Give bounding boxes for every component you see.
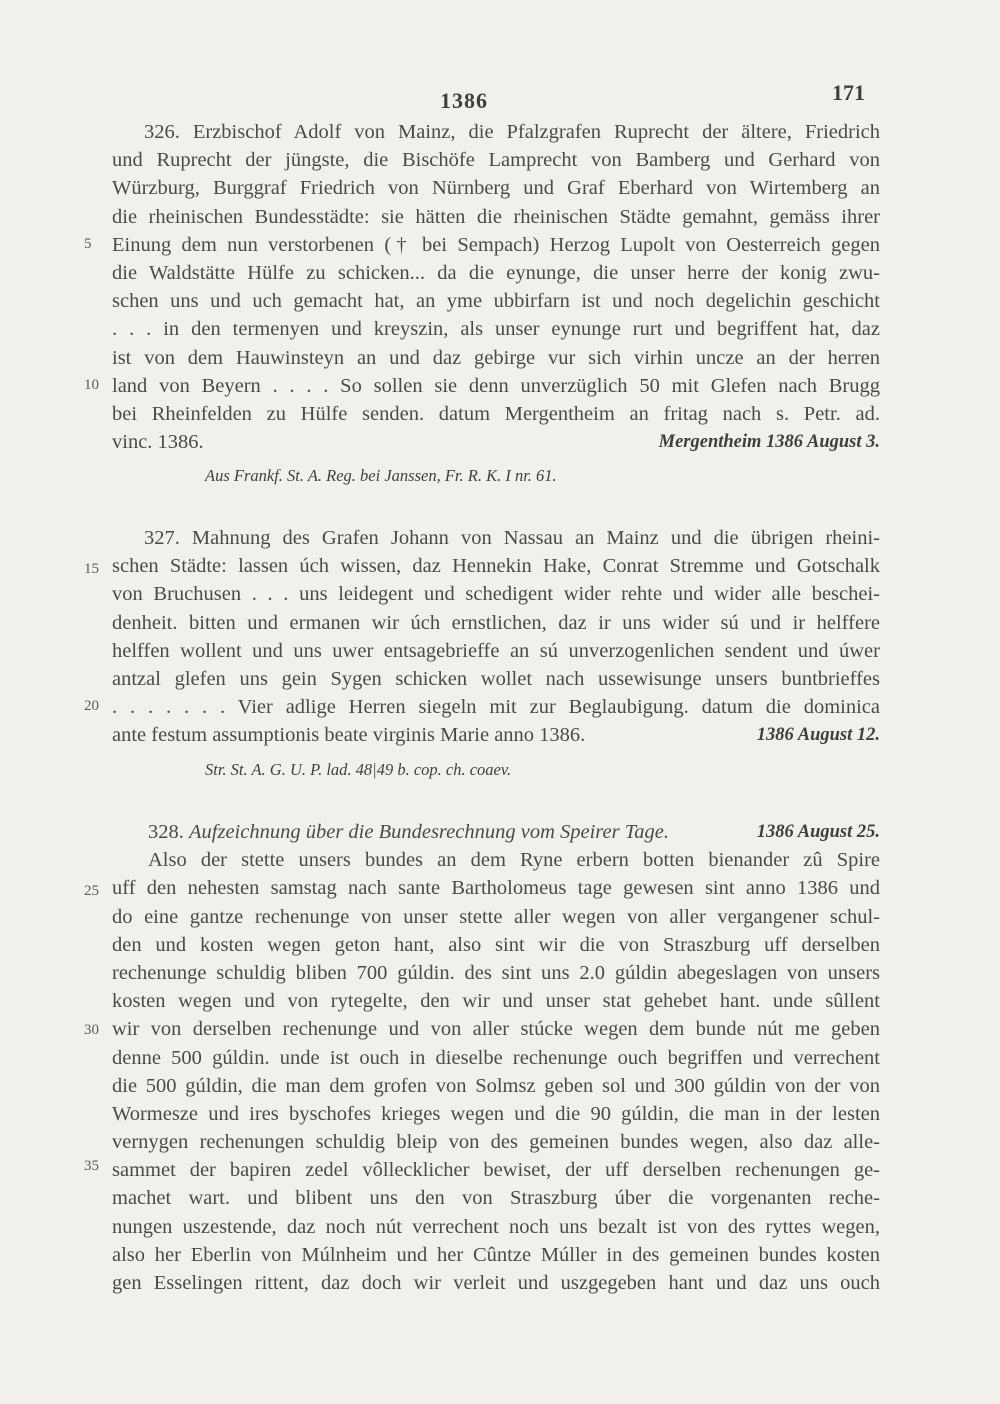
- text-line: den und kosten wegen geton hant, also sint wir die von Straszburg uff derselben: [112, 933, 880, 956]
- margin-line-number: 5: [84, 236, 92, 252]
- text-line: schen uns und uch gemacht hat, an yme ubbirfarn ist und noch degelichin geschicht: [112, 290, 880, 313]
- margin-line-number: 15: [84, 561, 99, 577]
- text-line: die Waldstätte Hülfe zu schicken... da die eynunge, die unser herre der konig zwu-: [112, 261, 880, 284]
- text-line: do eine gantze rechenunge von unser stette aller wegen von aller vergangener schul-: [112, 905, 880, 928]
- text-line-end: vinc. 1386.: [112, 431, 204, 454]
- text-line: land von Beyern . . . . So sollen sie denn unverzüglich 50 mit Glefen nach Brugg: [112, 374, 880, 397]
- margin-line-number: 30: [84, 1022, 99, 1038]
- text-line: von Bruchusen . . . uns leidegent und schedigent wider rehte und wider alle beschei-: [112, 583, 880, 606]
- margin-line-number: 20: [84, 698, 99, 714]
- margin-line-number: 25: [84, 883, 99, 899]
- entry-326: [112, 118, 880, 490]
- text-line: Würzburg, Burggraf Friedrich von Nürnberg und Graf Eberhard von Wirtemberg an: [112, 177, 880, 200]
- text-line: denne 500 gúldin. unde ist ouch in dieselbe rechenunge ouch begriffen und verrechent: [112, 1046, 880, 1069]
- text-line-end: ante festum assumptionis beate virginis Marie anno 1386.: [112, 724, 586, 747]
- entry-327: [112, 524, 880, 784]
- text-line: rechenunge schuldig bliben 700 gúldin. des sint uns 2.0 gúldin abegeslagen von unsers: [112, 961, 880, 984]
- text-line: Einung dem nun verstorbenen († bei Sempach) Herzog Lupolt von Oesterreich gegen: [112, 233, 880, 256]
- text-line: vernygen rechenungen schuldig bleip von des gemeinen bundes wegen, also daz alle-: [112, 1131, 880, 1154]
- text-line: antzal glefen uns gein Sygen schicken wollet nach ussewisunge unsers buntbrieffes: [112, 667, 880, 690]
- text-line: bei Rheinfelden zu Hülfe senden. datum Mergentheim an fritag nach s. Petr. ad.: [112, 402, 880, 425]
- margin-line-number: 10: [84, 377, 99, 393]
- text-line: helffen wollent und uns uwer entsagebrieffe an sú unverzogenlichen sendent und úwer: [112, 639, 880, 662]
- entry-title: Aufzeichnung über die Bundesrechnung vom Speirer Tage.: [189, 821, 669, 843]
- source-citation: Str. St. A. G. U. P. lad. 48|49 b. cop. ch. coaev.: [205, 759, 512, 779]
- entry-328: [112, 818, 880, 1297]
- text-line: 327. Mahnung des Grafen Johann von Nassau an Mainz und die übrigen rheini-: [144, 527, 880, 549]
- entry-number: 328.: [148, 821, 184, 843]
- margin-line-number: 35: [84, 1158, 99, 1174]
- text-line: denheit. bitten und ermanen wir úch ernstlichen, daz ir uns wider sú und ir helffere: [112, 611, 880, 634]
- text-line: und Ruprecht der jüngste, die Bischöfe Lamprecht von Bamberg und Gerhard von: [112, 149, 880, 172]
- text-line: 326. Erzbischof Adolf von Mainz, die Pfalzgrafen Ruprecht der ältere, Friedrich: [144, 121, 880, 143]
- text-line: wir von derselben rechenunge und von aller stúcke wegen dem bunde nút me geben: [112, 1018, 880, 1041]
- entry-date: 1386 August 25.: [756, 822, 880, 842]
- text-line: gen Esselingen rittent, daz doch wir verleit und uszgegeben hant und daz uns ouch: [112, 1272, 880, 1294]
- text-line: schen Städte: lassen úch wissen, daz Hennekin Hake, Conrat Stremme und Gotschalk: [112, 555, 880, 578]
- source-citation: Aus Frankf. St. A. Reg. bei Janssen, Fr. R. K. I nr. 61.: [205, 466, 557, 486]
- text-line: Also der stette unsers bundes an dem Ryne erbern botten bienander zû Spire: [148, 849, 880, 872]
- text-line: . . . in den termenyen und kreyszin, als unser eynunge rurt und begriffent hat, daz: [112, 318, 880, 341]
- entry-heading: [112, 818, 880, 846]
- text-line: die 500 gúldin, die man dem grofen von Solmsz geben sol und 300 gúldin von der von: [112, 1074, 880, 1097]
- text-line: also her Eberlin von Múlnheim und her Cûntze Múller in des gemeinen bundes kosten: [112, 1243, 880, 1266]
- entry-date: Mergentheim 1386 August 3.: [658, 432, 880, 453]
- text-line: . . . . . . . Vier adlige Herren siegeln mit zur Beglaubigung. datum die dominica: [112, 696, 880, 719]
- text-line: sammet der bapiren zedel vôllecklicher bewiset, der uff derselben rechenungen ge-: [112, 1159, 880, 1182]
- text-line-with-date: [112, 428, 880, 456]
- text-line: kosten wegen und von rytegelte, den wir und unser stat gehebet hant. unde sûllent: [112, 990, 880, 1013]
- text-line: machet wart. und blibent uns den von Straszburg úber die vorgenanten reche-: [112, 1187, 880, 1210]
- text-line: uff den nehesten samstag nach sante Bartholomeus tage gewesen sint anno 1386 und: [112, 877, 880, 900]
- text-line: die rheinischen Bundesstädte: sie hätten die rheinischen Städte gemahnt, gemäss ihrer: [112, 205, 880, 228]
- text-line-with-date: [112, 721, 880, 749]
- entry-date: 1386 August 12.: [756, 725, 880, 746]
- running-head-year: 1386: [440, 88, 488, 113]
- text-line: Wormesze und ires byschofes krieges wegen und die 90 gúldin, die man in der lesten: [112, 1102, 880, 1125]
- text-line: ist von dem Hauwinsteyn an und daz gebirge vur sich virhin uncze an der herren: [112, 346, 880, 369]
- text-line: nungen uszestende, daz noch nút verrechent noch uns bezalt ist von des ryttes wegen,: [112, 1215, 880, 1238]
- page-number: 171: [832, 80, 865, 105]
